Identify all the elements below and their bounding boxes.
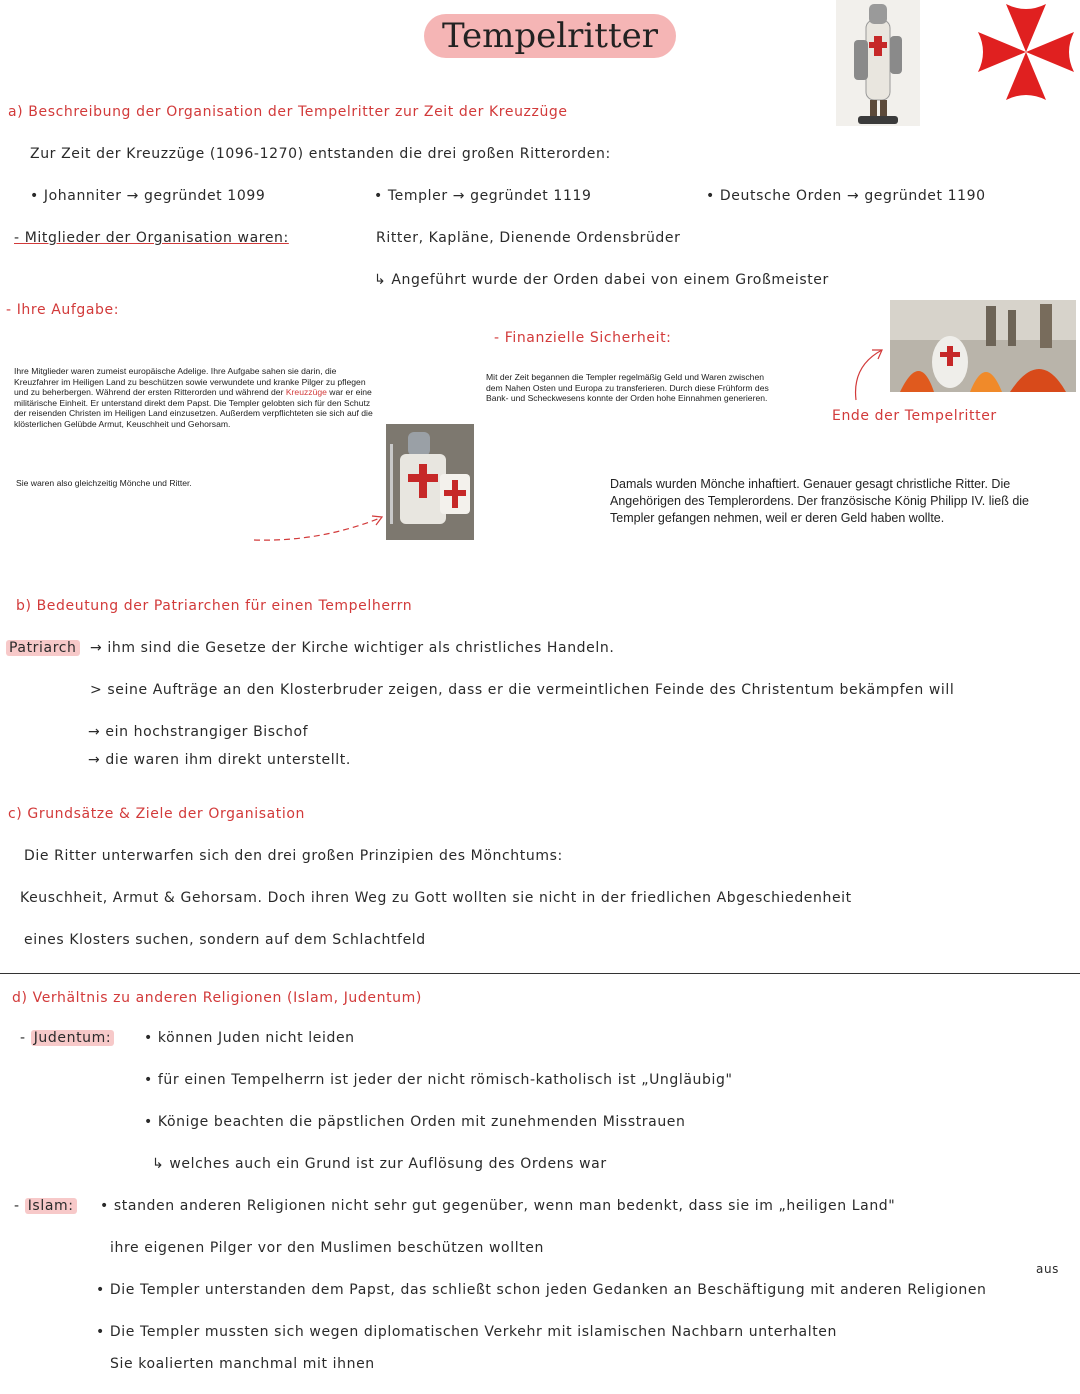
islam-line4: • Die Templer mussten sich wegen diplomatischen Verkehr mit islamischen Nachbarn unterhalten xyxy=(96,1324,837,1340)
judaism-line4: ↳ welches auch ein Grund ist zur Auflösung des Ordens war xyxy=(152,1156,607,1172)
islam-highlight: Islam: xyxy=(25,1198,77,1214)
order-templer: • Templer → gegründet 1119 xyxy=(374,188,592,204)
judaism-line1: • können Juden nicht leiden xyxy=(144,1030,355,1046)
islam-line1: • standen anderen Religionen nicht sehr gut gegenüber, wenn man bedenkt, dass sie im „heiligen Land" xyxy=(100,1198,896,1214)
members-value: Ritter, Kapläne, Dienende Ordensbrüder xyxy=(376,230,681,246)
islam-line5: Sie koalierten manchmal mit ihnen xyxy=(110,1356,375,1372)
knight-statue-image xyxy=(836,0,920,126)
dashed-arrow-icon xyxy=(250,510,390,546)
section-b-line1: → ihm sind die Gesetze der Kirche wichtiger als christliches Handeln. xyxy=(90,640,615,656)
members-label-text: - Mitglieder der Organisation waren: xyxy=(14,230,289,246)
section-divider xyxy=(0,973,1080,974)
finance-text: Mit der Zeit begannen die Templer regelmäßig Geld und Waren zwischen dem Nahen Osten und Europa zu transferieren. Durch diese Frühform des Bank- und Scheckwesens konnte der Orden hohe Einnahmen generieren. xyxy=(486,372,769,404)
templar-knight-painting xyxy=(386,424,474,540)
section-b-line4: → die waren ihm direkt unterstellt. xyxy=(88,752,351,768)
page-title: Tempelritter xyxy=(424,14,676,58)
section-a-line1: Zur Zeit der Kreuzzüge (1096-1270) entstanden die drei großen Ritterorden: xyxy=(30,146,611,162)
section-d-heading: d) Verhältnis zu anderen Religionen (Islam, Judentum) xyxy=(12,990,422,1006)
section-c-line2: Keuschheit, Armut & Gehorsam. Doch ihren Weg zu Gott wollten sie nicht in der friedlichen Abgeschiedenheit xyxy=(20,890,852,906)
task-text-red: Kreuzzüge xyxy=(285,387,327,398)
patriarch-highlight: Patriarch xyxy=(6,640,80,656)
arrow-up-icon xyxy=(848,346,888,402)
task-text-2: war er eine militärische Einheit. Er unterstand direkt dem Papst. Die Templer gelobten sich für den Schutz der reisenden Christen im Heiligen Land einzusetzen. Außerdem verpflichteten sie sich auf die klösterlichen Gelübde Armut, Keuschheit und Gehorsam. xyxy=(14,387,373,429)
islam-line3: • Die Templer unterstanden dem Papst, das schließt schon jeden Gedanken an Beschäftigung mit anderen Religionen xyxy=(96,1282,987,1298)
led-by-line: ↳ Angeführt wurde der Orden dabei von einem Großmeister xyxy=(374,272,829,288)
islam-line2: ihre eigenen Pilger vor den Muslimen beschützen wollten xyxy=(110,1240,544,1256)
section-c-heading: c) Grundsätze & Ziele der Organisation xyxy=(8,806,305,822)
section-c-line1: Die Ritter unterwarfen sich den drei großen Prinzipien des Mönchtums: xyxy=(24,848,563,864)
section-b-line2: > seine Aufträge an den Klosterbruder zeigen, dass er die vermeintlichen Feinde des Christentum bekämpfen will xyxy=(90,682,955,698)
order-johanniter: • Johanniter → gegründet 1099 xyxy=(30,188,266,204)
task-label: - Ihre Aufgabe: xyxy=(6,302,120,318)
judaism-line2: • für einen Tempelherrn ist jeder der nicht römisch-katholisch ist „Ungläubig" xyxy=(144,1072,733,1088)
judaism-highlight: Judentum: xyxy=(31,1030,115,1046)
order-deutsche: • Deutsche Orden → gegründet 1190 xyxy=(706,188,986,204)
judaism-label: - Judentum: xyxy=(20,1030,114,1046)
finance-label: - Finanzielle Sicherheit: xyxy=(494,330,672,346)
members-label xyxy=(14,230,289,246)
task-text xyxy=(14,366,380,430)
end-label: Ende der Tempelritter xyxy=(832,408,997,424)
burning-templars-image xyxy=(890,300,1076,392)
end-text: Damals wurden Mönche inhaftiert. Genauer gesagt christliche Ritter. Die Angehörigen des Templerordens. Der französische König Philipp IV. ließ die Templer gefangen nehmen, weil er deren Geld haben wollte. xyxy=(610,477,1029,525)
section-a-heading: a) Beschreibung der Organisation der Tempelritter zur Zeit der Kreuzzüge xyxy=(8,104,568,120)
section-b-line3: → ein hochstrangiger Bischof xyxy=(88,724,309,740)
patriarch-label xyxy=(6,640,80,656)
islam-line3-aside: aus xyxy=(1036,1262,1060,1276)
section-b-heading: b) Bedeutung der Patriarchen für einen Tempelherrn xyxy=(16,598,413,614)
islam-label: - Islam: xyxy=(14,1198,77,1214)
task-text-1: Ihre Mitglieder waren zumeist europäische Adelige. Ihre Aufgabe sahen sie darin, die Kreuzfahrer im Heiligen Land zu beschützen sowie verwundete und kranke Pilger zu pflegen und zu beherbergen. Während der ersten Ritterorden und während der xyxy=(14,366,366,398)
templar-cross-image xyxy=(976,2,1076,102)
section-c-line3: eines Klosters suchen, sondern auf dem Schlachtfeld xyxy=(24,932,426,948)
task-text-3: Sie waren also gleichzeitig Mönche und Ritter. xyxy=(16,478,192,488)
judaism-line3: • Könige beachten die päpstlichen Orden mit zunehmenden Misstrauen xyxy=(144,1114,686,1130)
